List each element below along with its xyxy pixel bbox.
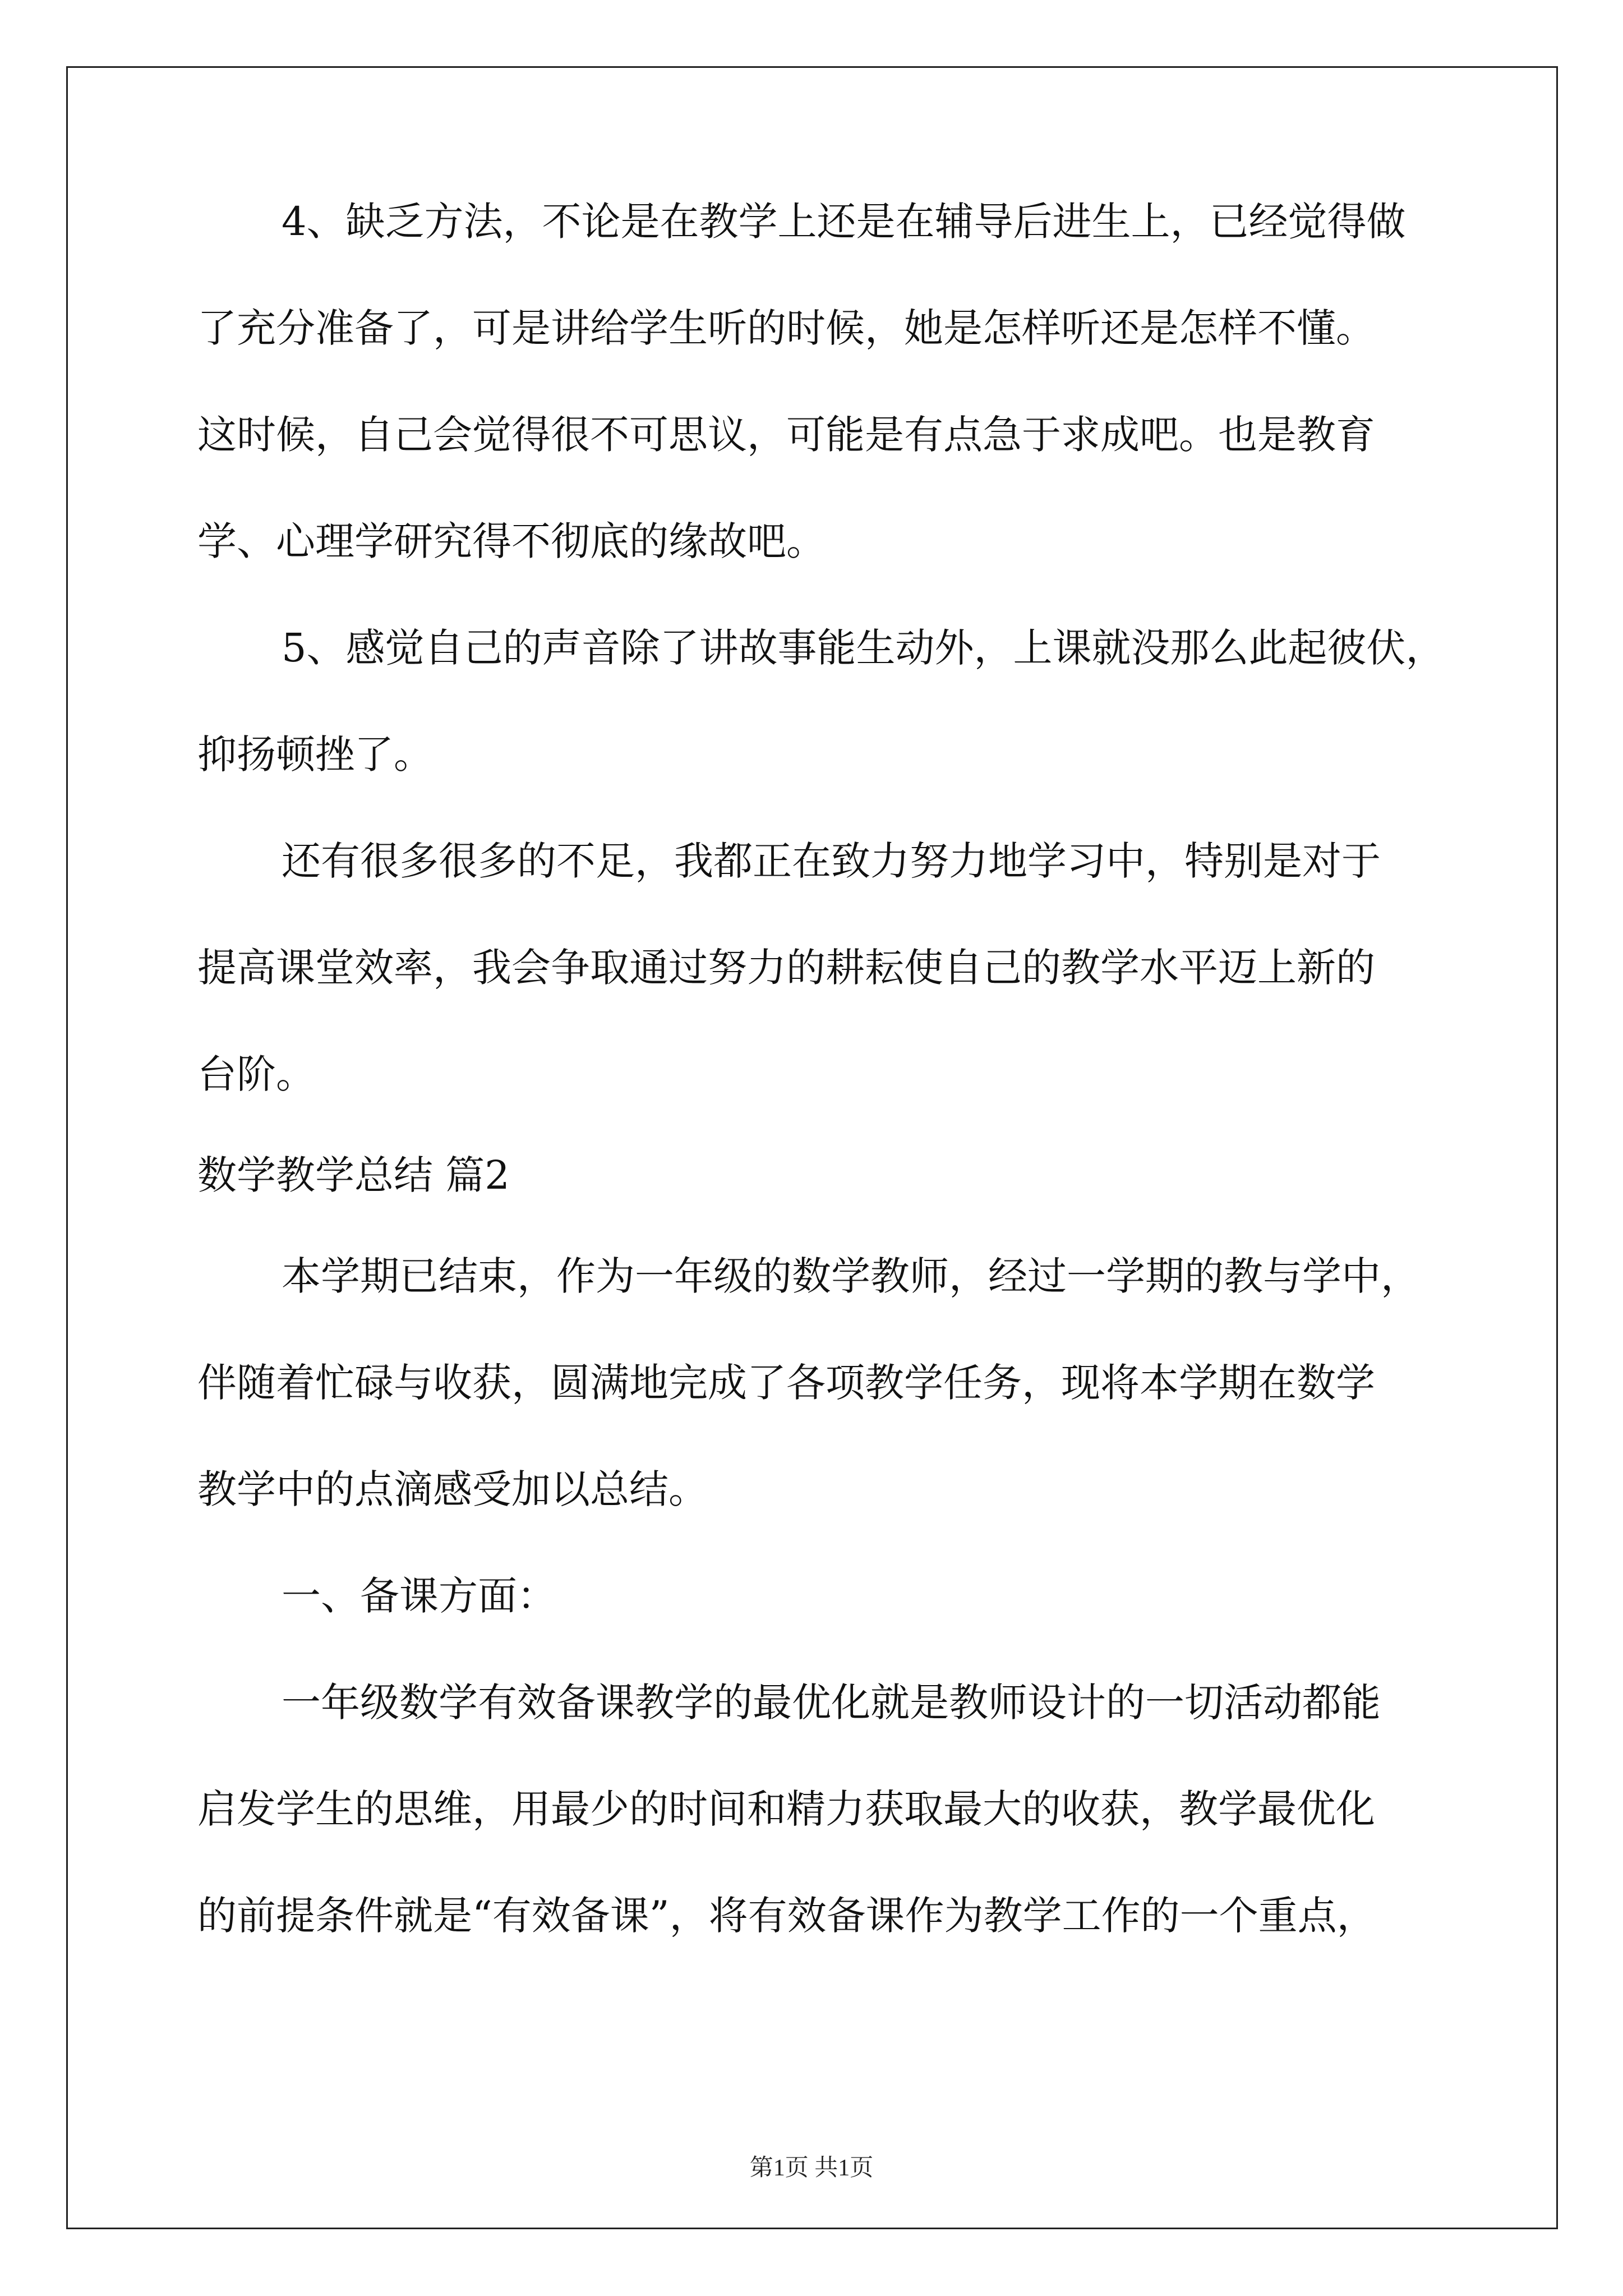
- paragraph-line: 启发学生的思维，用最少的时间和精力获取最大的收获，教学最优化: [197, 1786, 1375, 1832]
- subsection-heading: 一、备课方面：: [282, 1573, 556, 1619]
- paragraph-line: 还有很多很多的不足，我都正在致力努力地学习中，特别是对于: [282, 838, 1381, 884]
- paragraph-line: 提高课堂效率，我会争取通过努力的耕耘使自己的教学水平迈上新的: [197, 945, 1375, 991]
- paragraph-line: 教学中的点滴感受加以总结。: [197, 1466, 708, 1512]
- section-heading: 数学教学总结 篇2: [197, 1152, 510, 1198]
- paragraph-line: 本学期已结束，作为一年级的数学教师，经过一学期的教与学中，: [282, 1253, 1420, 1299]
- page-footer: 第1页 共1页: [749, 2155, 874, 2181]
- paragraph-line: 伴随着忙碌与收获，圆满地完成了各项教学任务，现将本学期在数学: [197, 1360, 1375, 1406]
- paragraph-line: 5、感觉自己的声音除了讲故事能生动外，上课就没那么此起彼伏，: [282, 625, 1445, 671]
- paragraph-line: 台阶。: [197, 1051, 315, 1097]
- paragraph-line: 抑扬顿挫了。: [197, 731, 433, 777]
- paragraph-line: 的前提条件就是“有效备课”，将有效备课作为教学工作的一个重点，: [197, 1893, 1376, 1939]
- paragraph-line: 学、心理学研究得不彻底的缘故吧。: [197, 518, 826, 564]
- paragraph-line: 一年级数学有效备课教学的最优化就是教师设计的一切活动都能: [282, 1680, 1381, 1726]
- paragraph-line: 这时候，自己会觉得很不可思议，可能是有点急于求成吧。也是教育: [197, 412, 1375, 458]
- paragraph-line: 了充分准备了，可是讲给学生听的时候，她是怎样听还是怎样不懂。: [197, 305, 1375, 351]
- paragraph-line: 4、缺乏方法，不论是在教学上还是在辅导后进生上，已经觉得做: [282, 199, 1406, 245]
